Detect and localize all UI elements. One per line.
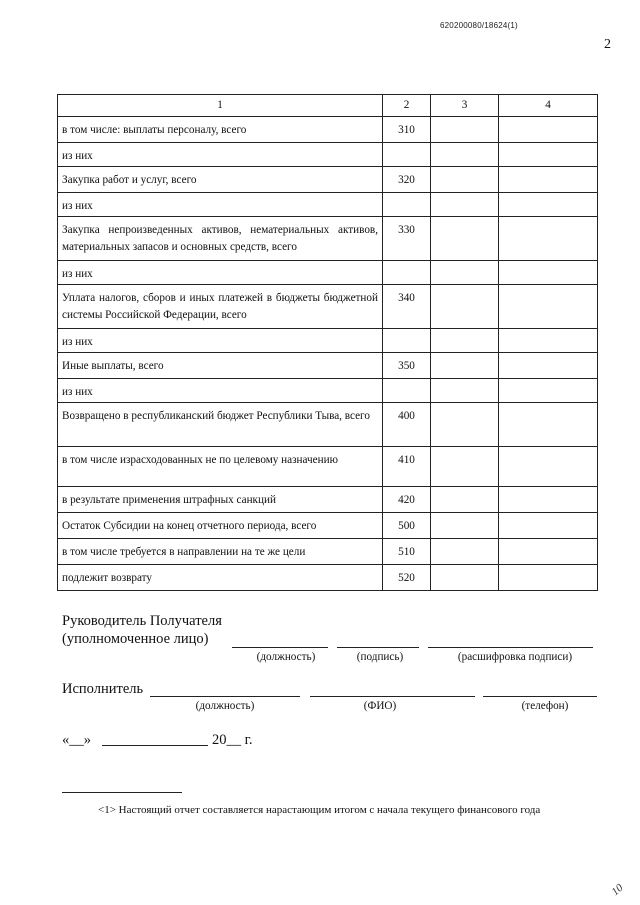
row-label: из них bbox=[58, 261, 383, 285]
row-value-cell bbox=[431, 353, 499, 379]
row-label: в результате применения штрафных санкций bbox=[58, 487, 383, 513]
row-code bbox=[383, 329, 431, 353]
row-value-cell bbox=[431, 539, 499, 565]
table-row bbox=[58, 403, 598, 447]
row-code: 420 bbox=[383, 487, 431, 513]
row-value-cell bbox=[431, 261, 499, 285]
row-value-cell bbox=[431, 143, 499, 167]
row-code: 400 bbox=[383, 403, 431, 447]
head-title-line1: Руководитель Получателя bbox=[62, 613, 222, 629]
report-table bbox=[57, 94, 598, 591]
row-label: Закупка работ и услуг, всего bbox=[58, 167, 383, 193]
document-id: 620200080/18624(1) bbox=[440, 21, 518, 30]
row-value-cell bbox=[499, 167, 598, 193]
table-row bbox=[58, 379, 598, 403]
footnote-rule bbox=[62, 792, 182, 793]
date-day: «__» bbox=[62, 732, 91, 748]
row-label: в том числе: выплаты персоналу, всего bbox=[58, 117, 383, 143]
table-row bbox=[58, 539, 598, 565]
row-code: 310 bbox=[383, 117, 431, 143]
decoding-line bbox=[428, 647, 593, 648]
row-code: 350 bbox=[383, 353, 431, 379]
row-value-cell bbox=[499, 403, 598, 447]
column-header: 3 bbox=[431, 95, 499, 117]
row-value-cell bbox=[431, 487, 499, 513]
table-row bbox=[58, 353, 598, 379]
table-row bbox=[58, 117, 598, 143]
footnote: <1> Настоящий отчет составляется нарастающим итогом с начала текущего финансового года bbox=[98, 804, 541, 816]
row-value-cell bbox=[431, 285, 499, 329]
column-header: 4 bbox=[499, 95, 598, 117]
row-value-cell bbox=[499, 447, 598, 487]
row-label: подлежит возврату bbox=[58, 565, 383, 591]
row-label: из них bbox=[58, 329, 383, 353]
row-code: 520 bbox=[383, 565, 431, 591]
handwritten-mark: 10 bbox=[609, 881, 626, 899]
row-value-cell bbox=[499, 285, 598, 329]
row-value-cell bbox=[499, 261, 598, 285]
position-line bbox=[232, 647, 328, 648]
row-code: 340 bbox=[383, 285, 431, 329]
table-row bbox=[58, 447, 598, 487]
date-month-line bbox=[102, 745, 208, 746]
row-code: 320 bbox=[383, 167, 431, 193]
row-value-cell bbox=[499, 565, 598, 591]
page-number: 2 bbox=[604, 37, 611, 52]
executor-name-caption: (ФИО) bbox=[363, 700, 397, 712]
row-value-cell bbox=[499, 217, 598, 261]
row-label: в том числе израсходованных не по целевому назначению bbox=[58, 447, 383, 487]
table-row bbox=[58, 193, 598, 217]
row-value-cell bbox=[499, 143, 598, 167]
table-header-row bbox=[58, 95, 598, 117]
row-value-cell bbox=[431, 167, 499, 193]
row-code: 410 bbox=[383, 447, 431, 487]
decoding-caption: (расшифровка подписи) bbox=[457, 651, 573, 663]
table-row bbox=[58, 261, 598, 285]
row-code bbox=[383, 143, 431, 167]
row-value-cell bbox=[431, 565, 499, 591]
row-value-cell bbox=[431, 217, 499, 261]
signature-line bbox=[337, 647, 419, 648]
row-label: Остаток Субсидии на конец отчетного периода, всего bbox=[58, 513, 383, 539]
column-header: 1 bbox=[58, 95, 383, 117]
executor-position-line bbox=[150, 696, 300, 697]
row-label: в том числе требуется в направлении на те же цели bbox=[58, 539, 383, 565]
row-code bbox=[383, 261, 431, 285]
head-title-line2: (уполномоченное лицо) bbox=[62, 631, 209, 647]
row-code: 510 bbox=[383, 539, 431, 565]
row-value-cell bbox=[431, 379, 499, 403]
row-value-cell bbox=[431, 403, 499, 447]
executor-position-caption: (должность) bbox=[195, 700, 255, 712]
table-row bbox=[58, 513, 598, 539]
signature-caption: (подпись) bbox=[356, 651, 404, 663]
position-caption: (должность) bbox=[256, 651, 316, 663]
table-row bbox=[58, 143, 598, 167]
date-year: 20__ г. bbox=[212, 732, 253, 748]
executor-label: Исполнитель bbox=[62, 681, 144, 697]
row-label: Иные выплаты, всего bbox=[58, 353, 383, 379]
table-row bbox=[58, 565, 598, 591]
table-row bbox=[58, 329, 598, 353]
row-code bbox=[383, 379, 431, 403]
executor-phone-line bbox=[483, 696, 597, 697]
row-label: из них bbox=[58, 193, 383, 217]
table-row bbox=[58, 285, 598, 329]
row-value-cell bbox=[499, 353, 598, 379]
executor-name-line bbox=[310, 696, 475, 697]
row-code: 330 bbox=[383, 217, 431, 261]
row-value-cell bbox=[499, 513, 598, 539]
row-value-cell bbox=[431, 193, 499, 217]
row-code bbox=[383, 193, 431, 217]
row-value-cell bbox=[499, 539, 598, 565]
row-value-cell bbox=[431, 447, 499, 487]
row-value-cell bbox=[499, 117, 598, 143]
table-row bbox=[58, 167, 598, 193]
executor-phone-caption: (телефон) bbox=[521, 700, 569, 712]
row-value-cell bbox=[499, 487, 598, 513]
row-label: из них bbox=[58, 379, 383, 403]
row-value-cell bbox=[499, 193, 598, 217]
row-value-cell bbox=[499, 329, 598, 353]
row-value-cell bbox=[431, 117, 499, 143]
row-value-cell bbox=[431, 329, 499, 353]
table-row bbox=[58, 487, 598, 513]
row-code: 500 bbox=[383, 513, 431, 539]
row-value-cell bbox=[499, 379, 598, 403]
row-label: из них bbox=[58, 143, 383, 167]
row-label: Возвращено в республиканский бюджет Республики Тыва, всего bbox=[58, 403, 383, 447]
row-label: Уплата налогов, сборов и иных платежей в бюджеты бюджетной системы Российской Федерации, всего bbox=[58, 285, 383, 329]
row-value-cell bbox=[431, 513, 499, 539]
row-label: Закупка непроизведенных активов, нематериальных активов, материальных запасов и основных средств, всего bbox=[58, 217, 383, 261]
column-header: 2 bbox=[383, 95, 431, 117]
table-row bbox=[58, 217, 598, 261]
